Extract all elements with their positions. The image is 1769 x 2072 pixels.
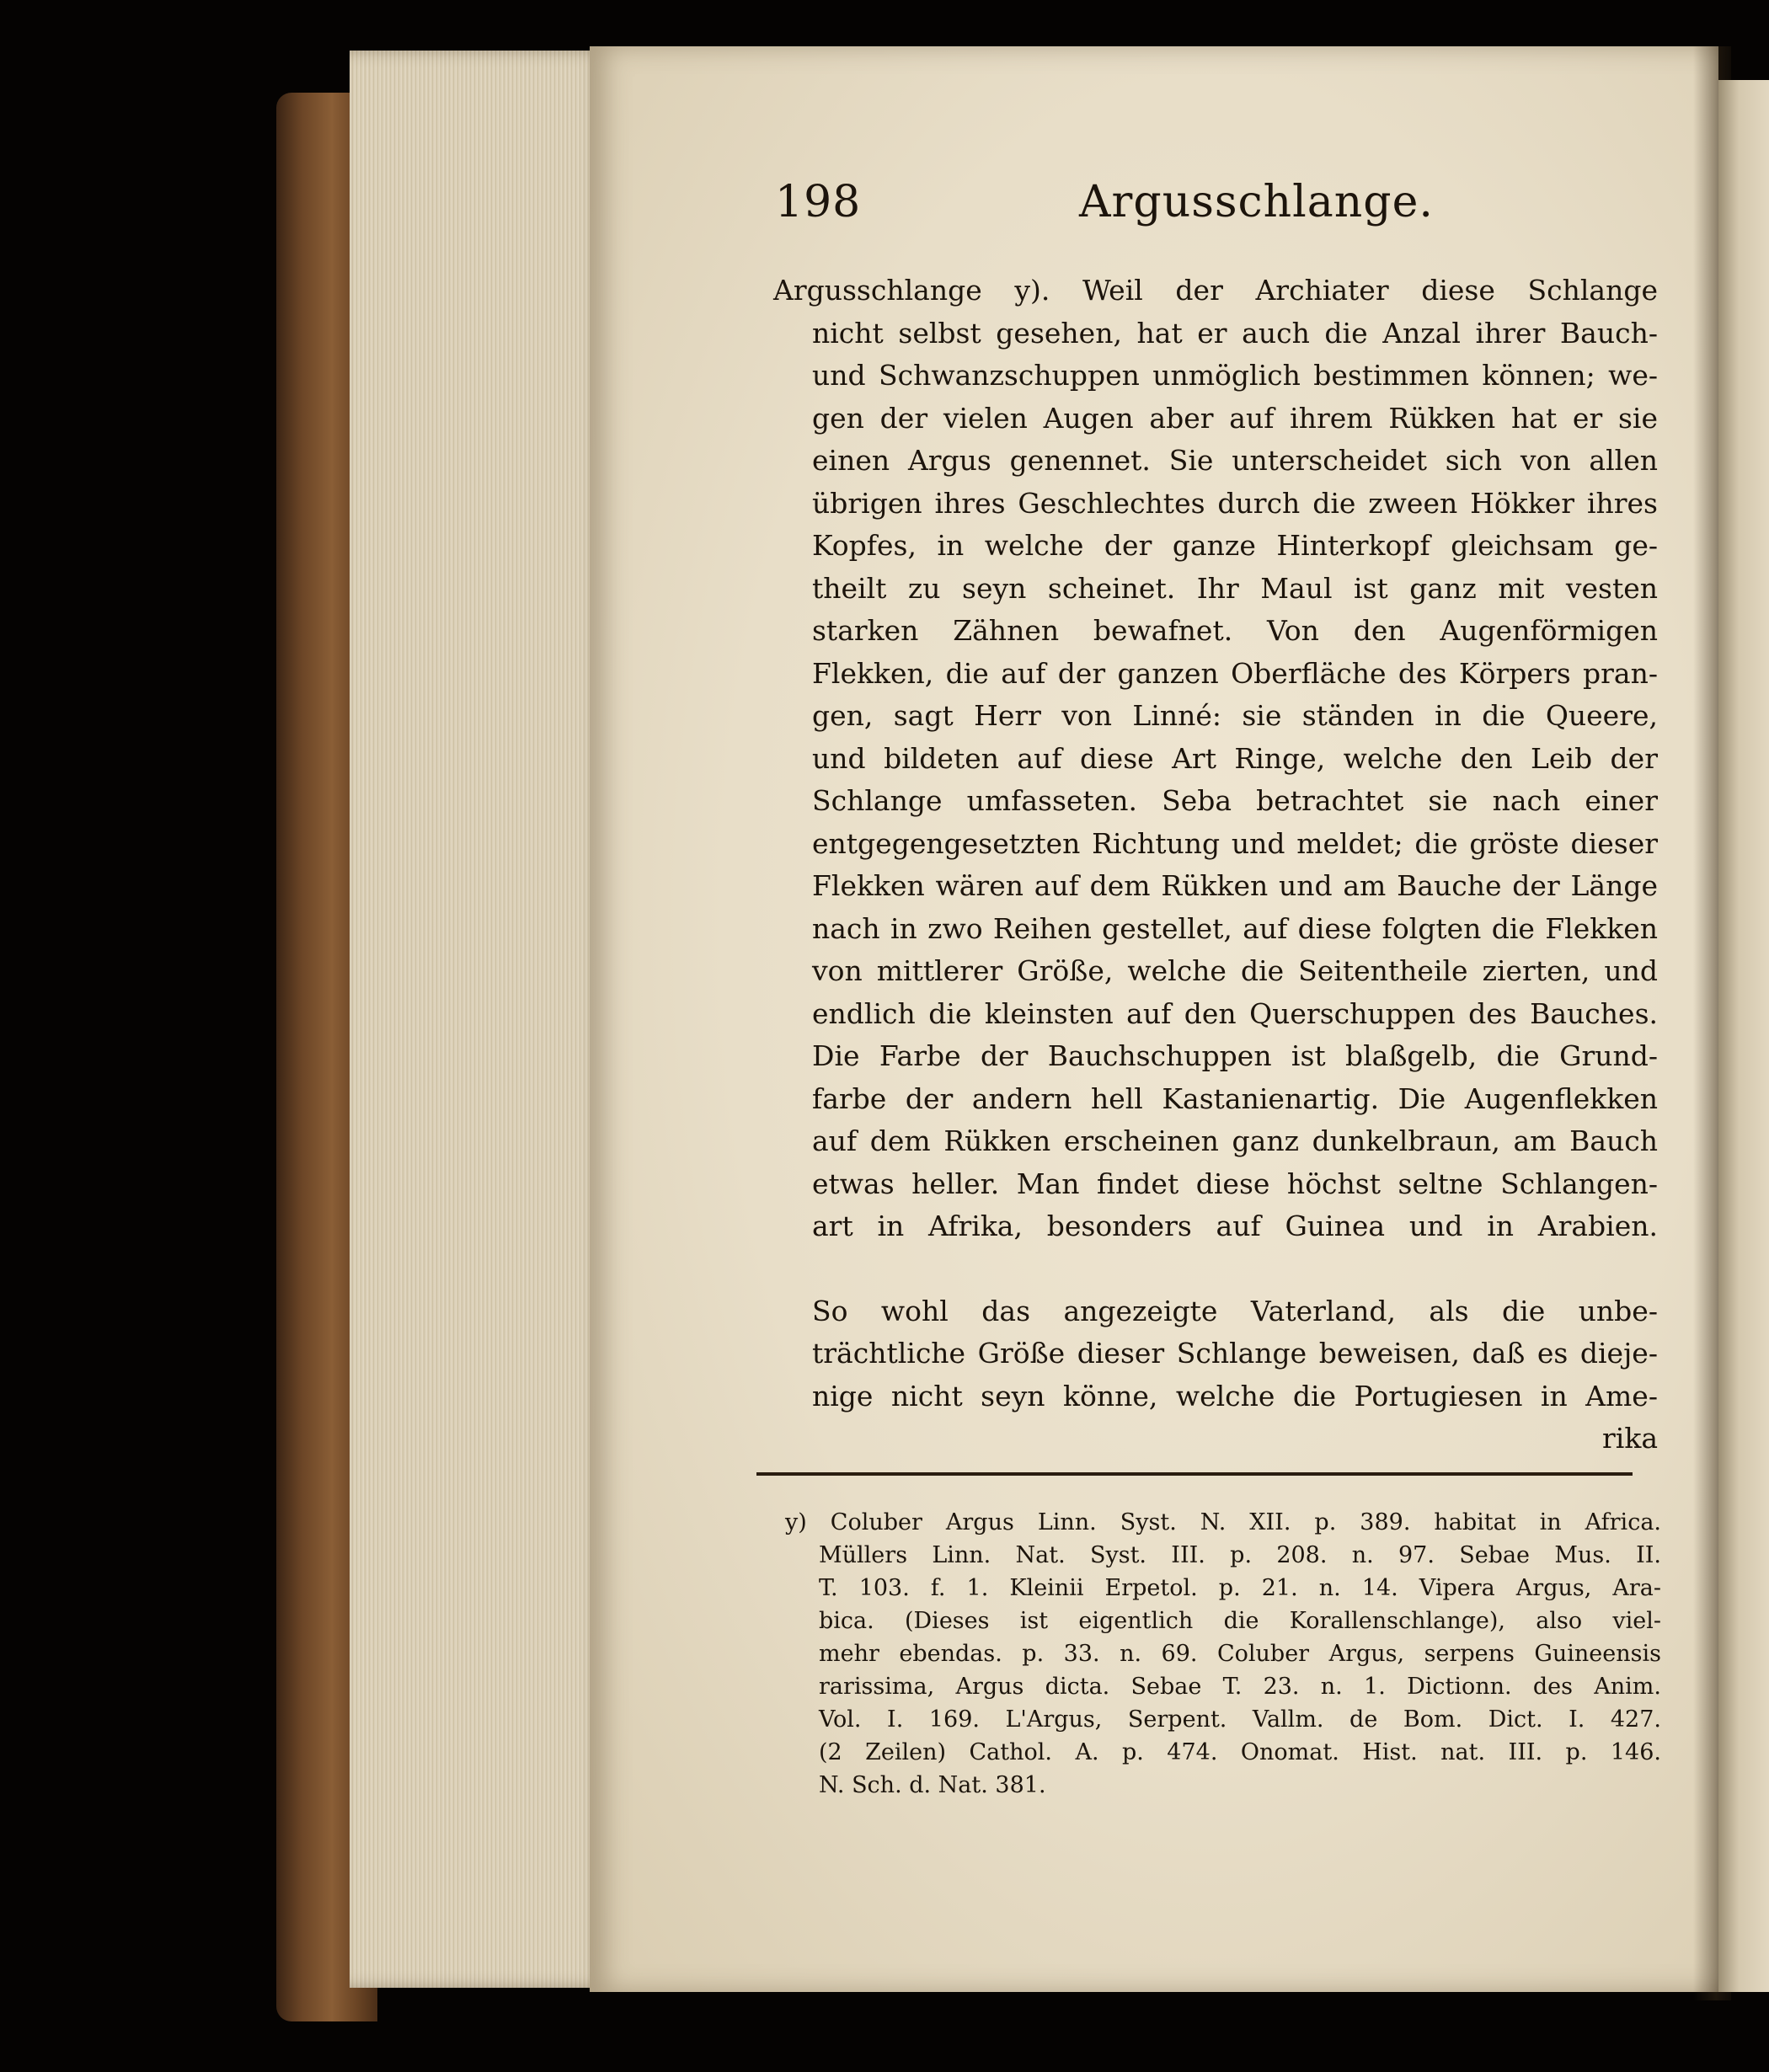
page-edges [350, 51, 607, 1988]
footnotes [785, 1506, 1661, 1802]
body-line: von mittlerer Größe, welche die Seitentheile zierten, und [812, 954, 1658, 987]
body-line: entgegengesetzten Richtung und meldet; die gröste dieser [812, 826, 1658, 860]
body-line: nige nicht seyn könne, welche die Portugiesen in Ame- [812, 1379, 1658, 1412]
body-line: auf dem Rükken erscheinen ganz dunkelbraun, am Bauch [812, 1124, 1658, 1157]
footnote-line: Müllers Linn. Nat. Syst. III. p. 208. n. 97. Sebae Mus. II. [819, 1542, 1661, 1568]
footnote-line: (2 Zeilen) Cathol. A. p. 474. Onomat. Hist. nat. III. p. 146. [819, 1739, 1661, 1765]
footnote-line: rarissima, Argus dicta. Sebae T. 23. n. 1. Dictionn. des Anim. [819, 1674, 1661, 1700]
body-line: Argusschlange y). Weil der Archiater diese Schlange [773, 274, 1658, 307]
body-line: nicht selbst gesehen, hat er auch die Anzal ihrer Bauch- [812, 316, 1658, 350]
page-text-block [773, 168, 1661, 1798]
body-line: nach in zwo Reihen gestellet, auf diese folgten die Flekken [812, 911, 1658, 945]
body-line: Kopfes, in welche der ganze Hinterkopf gleichsam ge- [812, 529, 1658, 562]
body-line: trächtliche Größe dieser Schlange beweisen, daß es dieje- [812, 1337, 1658, 1370]
body-line: Schlange umfasseten. Seba betrachtet sie nach einer [812, 784, 1658, 817]
body-line: Flekken wären auf dem Rükken und am Bauche der Länge [812, 869, 1658, 902]
body-line: etwas heller. Man findet diese höchst seltne Schlangen- [812, 1167, 1658, 1200]
page-number: 198 [775, 177, 862, 227]
footnote-line: y) Coluber Argus Linn. Syst. N. XII. p. 389. habitat in Africa. [785, 1509, 1661, 1535]
body-line: theilt zu seyn scheinet. Ihr Maul ist ganz mit vesten [812, 571, 1658, 605]
body-line: und Schwanzschuppen unmöglich bestimmen können; we- [812, 359, 1658, 392]
footnote-line: N. Sch. d. Nat. 381. [819, 1772, 1046, 1798]
body-line: art in Afrika, besonders auf Guinea und in Arabien. [812, 1210, 1658, 1242]
body-line: Flekken, die auf der ganzen Oberfläche des Körpers pran- [812, 656, 1658, 690]
body-line: starken Zähnen bewafnet. Von den Augenförmigen [812, 614, 1658, 647]
footnote-line: Vol. I. 169. L'Argus, Serpent. Vallm. de Bom. Dict. I. 427. [819, 1706, 1661, 1733]
body-line: So wohl das angezeigte Vaterland, als die unbe- [812, 1294, 1658, 1327]
running-title: Argusschlange. [1079, 177, 1434, 227]
paragraph-gap [773, 1248, 1658, 1290]
body-line: gen der vielen Augen aber auf ihrem Rükken hat er sie [812, 401, 1658, 435]
body-line: endlich die kleinsten auf den Querschuppen des Bauches. [812, 996, 1658, 1030]
body-text [773, 270, 1658, 1461]
body-line: gen, sagt Herr von Linné: sie ständen in die Queere, [812, 699, 1658, 732]
page-header [773, 168, 1658, 244]
body-line: und bildeten auf diese Art Ringe, welche den Leib der [812, 741, 1658, 775]
footnote-line: T. 103. f. 1. Kleinii Erpetol. p. 21. n. 14. Vipera Argus, Ara- [819, 1575, 1661, 1601]
footnote-line: mehr ebendas. p. 33. n. 69. Coluber Argus, serpens Guineensis [819, 1641, 1661, 1667]
footnote-line: bica. (Dieses ist eigentlich die Korallenschlange), also viel- [819, 1608, 1661, 1634]
catchword: rika [1602, 1422, 1658, 1455]
body-line: einen Argus genennet. Sie unterscheidet sich von allen [812, 444, 1658, 477]
footnote-rule [756, 1472, 1633, 1476]
body-line: Die Farbe der Bauchschuppen ist blaßgelb, die Grund- [812, 1039, 1658, 1072]
facing-page-edge [1718, 80, 1769, 1992]
body-line: übrigen ihres Geschlechtes durch die zween Hökker ihres [812, 486, 1658, 520]
body-line: farbe der andern hell Kastanienartig. Die Augenflekken [812, 1081, 1658, 1115]
